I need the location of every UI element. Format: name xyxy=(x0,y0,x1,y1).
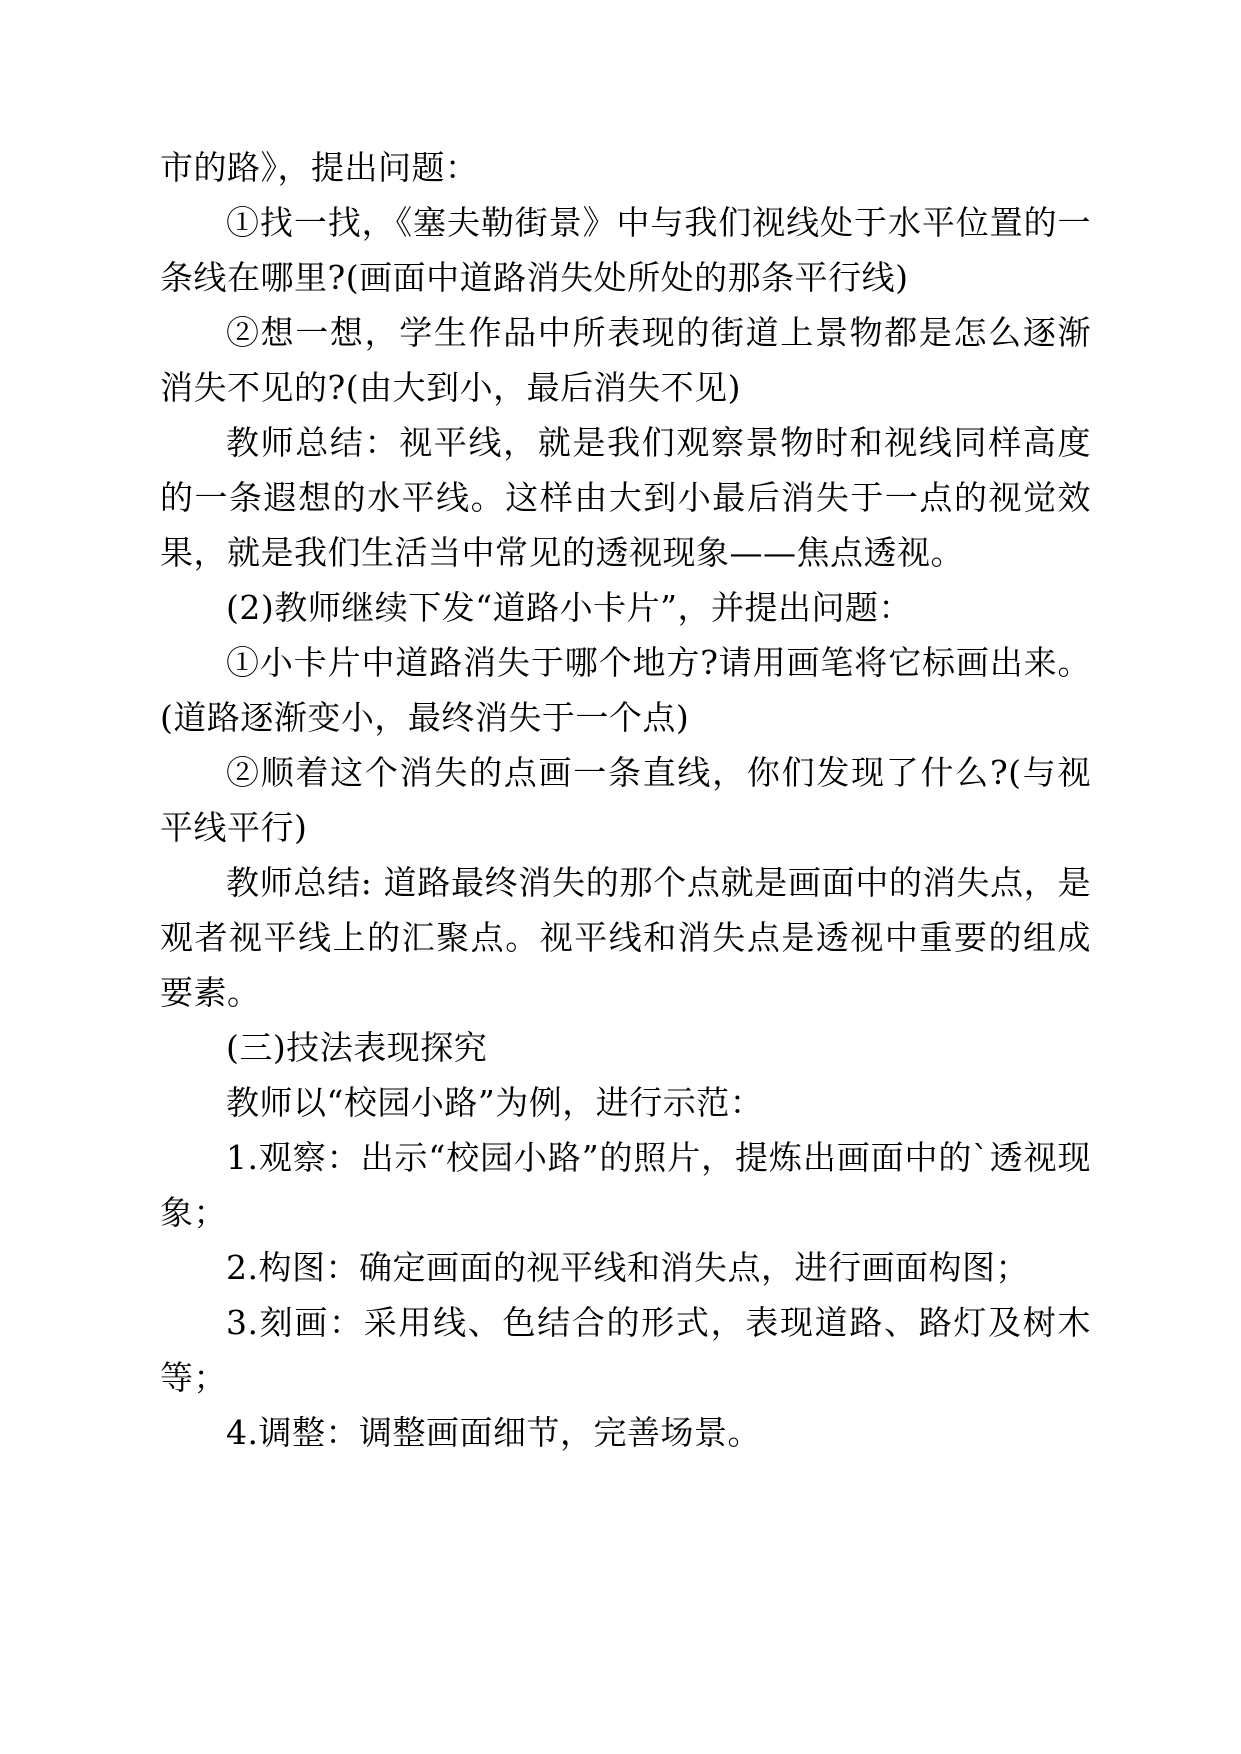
paragraph: 市的路》，提出问题： xyxy=(160,148,479,187)
paragraph: 教师总结：视平线，就是我们观察景物时和视线同样高度的一条遐想的水平线。这样由大到小最后消失于一点的视觉效果，就是我们生活当中常见的透视现象——焦点透视。 xyxy=(160,423,1091,572)
paragraph: 3.刻画：采用线、色结合的形式，表现道路、路灯及树木等； xyxy=(160,1303,1091,1397)
paragraph: (三)技法表现探究 xyxy=(226,1028,488,1067)
paragraph: 2.构图：确定画面的视平线和消失点，进行画面构图； xyxy=(226,1248,1029,1287)
paragraph: ①小卡片中道路消失于哪个地方?请用画笔将它标画出来。(道路逐渐变小，最终消失于一个点) xyxy=(160,643,1091,737)
document-body xyxy=(160,140,1091,1460)
paragraph: 教师以“校园小路”为例，进行示范： xyxy=(226,1083,764,1122)
paragraph: ②想一想，学生作品中所表现的街道上景物都是怎么逐渐消失不见的?(由大到小，最后消失不见) xyxy=(160,313,1091,407)
paragraph: ①找一找，《塞夫勒街景》中与我们视线处于水平位置的一条线在哪里?(画面中道路消失处所处的那条平行线) xyxy=(160,203,1091,297)
paragraph: 4.调整：调整画面细节，完善场景。 xyxy=(226,1413,761,1452)
paragraph: (2)教师继续下发“道路小卡片”，并提出问题： xyxy=(226,588,912,627)
paragraph: ②顺着这个消失的点画一条直线，你们发现了什么?(与视平线平行) xyxy=(160,753,1091,847)
paragraph: 1.观察：出示“校园小路”的照片，提炼出画面中的`透视现象； xyxy=(160,1138,1091,1232)
paragraph: 教师总结: 道路最终消失的那个点就是画面中的消失点，是观者视平线上的汇聚点。视平线和消失点是透视中重要的组成要素。 xyxy=(160,863,1091,1012)
